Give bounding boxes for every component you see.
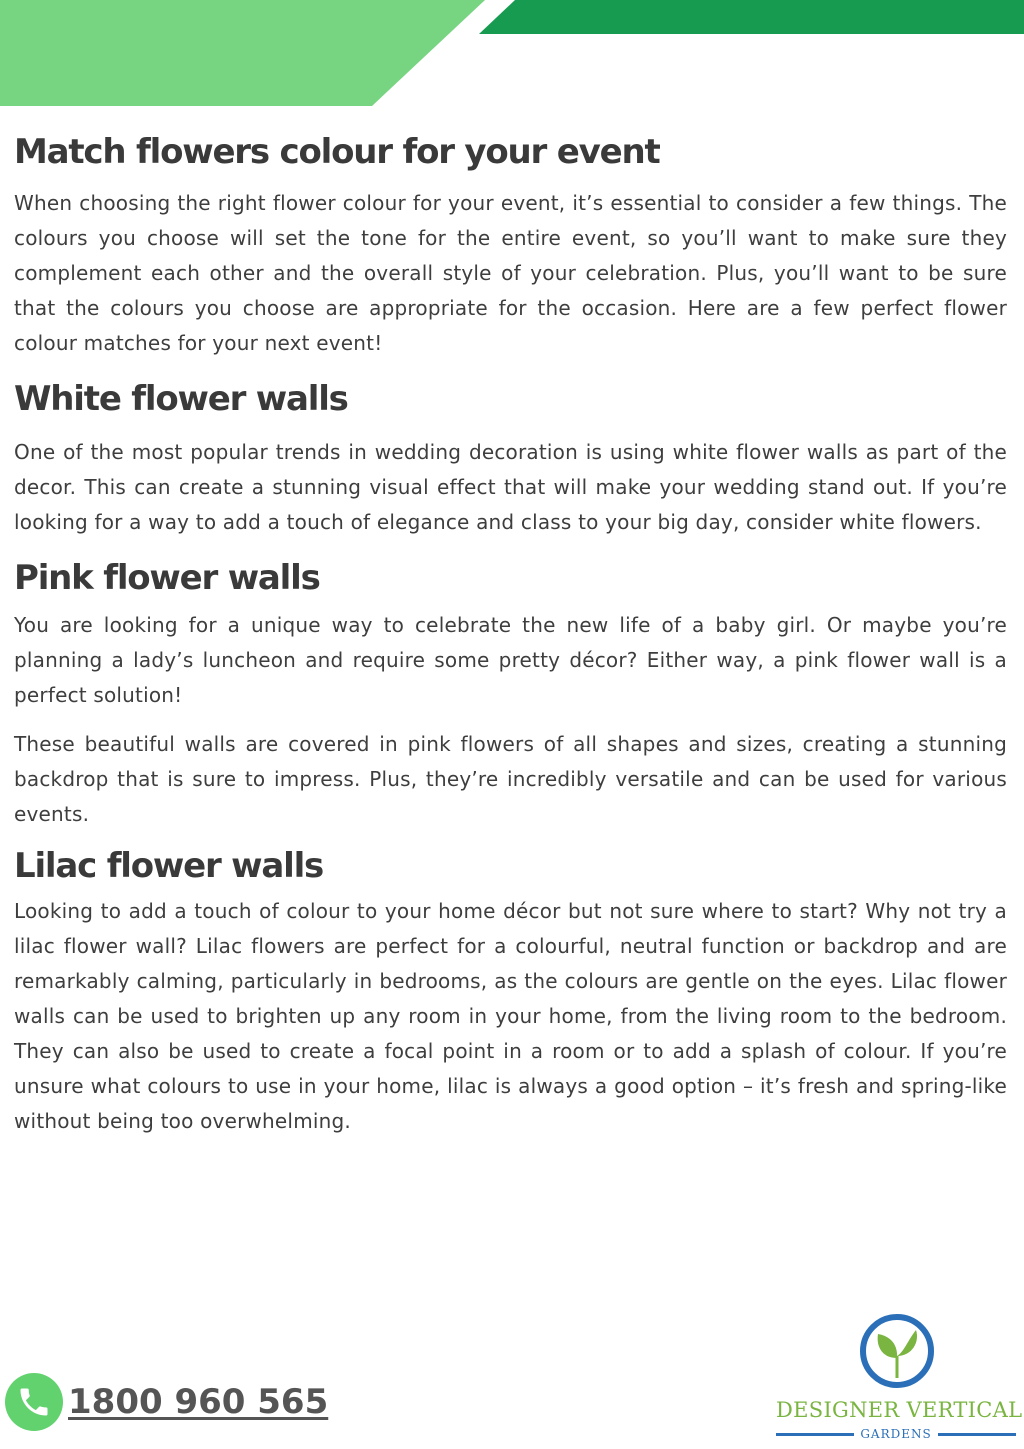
heading-white-flower-walls: White flower walls	[14, 379, 348, 419]
phone-contact[interactable]	[5, 1372, 328, 1432]
phone-number-link[interactable]: 1800 960 565	[68, 1382, 329, 1422]
header-banner	[0, 0, 1024, 110]
heading-pink-flower-walls: Pink flower walls	[14, 558, 320, 598]
heading-lilac-flower-walls: Lilac flower walls	[14, 846, 324, 886]
article	[14, 128, 1007, 1139]
banner-light-shape	[0, 0, 485, 106]
logo-rule-left	[776, 1433, 854, 1436]
company-logo	[776, 1310, 1023, 1445]
banner-dark-shape	[479, 0, 1024, 34]
paragraph-white-flower-walls: One of the most popular trends in wedding decoration is using white flower walls as part of the decor. This can create a stunning visual effect that will make your wedding stand out. If you’re looking for a way to add a touch of elegance and class to your big day, consider white flowers.	[14, 440, 1007, 534]
logo-rule-right	[938, 1433, 1016, 1436]
logo-subtext: GARDENS	[860, 1427, 932, 1441]
paragraph-pink-flower-walls-2: These beautiful walls are covered in pink flowers of all shapes and sizes, creating a stunning backdrop that is sure to impress. Plus, they’re incredibly versatile and can be used for various events.	[14, 732, 1007, 826]
phone-icon[interactable]	[5, 1373, 63, 1431]
paragraph-lilac-flower-walls: Looking to add a touch of colour to your home décor but not sure where to start? Why not try a lilac flower wall? Lilac flowers are perfect for a colourful, neutral function or backdrop and are remarkably calming, particularly in bedrooms, as the colours are gentle on the eyes. Lilac flower walls can be used to brighten up any room in your home, from the living room to the bedroom. They can also be used to create a focal point in a room or to add a splash of colour. If you’re unsure what colours to use in your home, lilac is always a good option – it’s fresh and spring-like without being too overwhelming.	[14, 899, 1007, 1133]
paragraph-pink-flower-walls-1: You are looking for a unique way to celebrate the new life of a baby girl. Or maybe you’re planning a lady’s luncheon and require some pretty décor? Either way, a pink flower wall is a perfect solution!	[14, 613, 1007, 707]
logo-subline	[776, 1424, 1016, 1444]
leaf-circle-icon	[852, 1312, 942, 1390]
heading-match-flowers: Match flowers colour for your event	[14, 132, 660, 172]
paragraph-match-flowers: When choosing the right flower colour for your event, it’s essential to consider a few things. The colours you choose will set the tone for the entire event, so you’ll want to make sure they complement each other and the overall style of your celebration. Plus, you’ll want to be sure that the colours you choose are appropriate for the occasion. Here are a few perfect flower colour matches for your next event!	[14, 191, 1007, 355]
logo-name: DESIGNER VERTICAL	[776, 1398, 1023, 1422]
